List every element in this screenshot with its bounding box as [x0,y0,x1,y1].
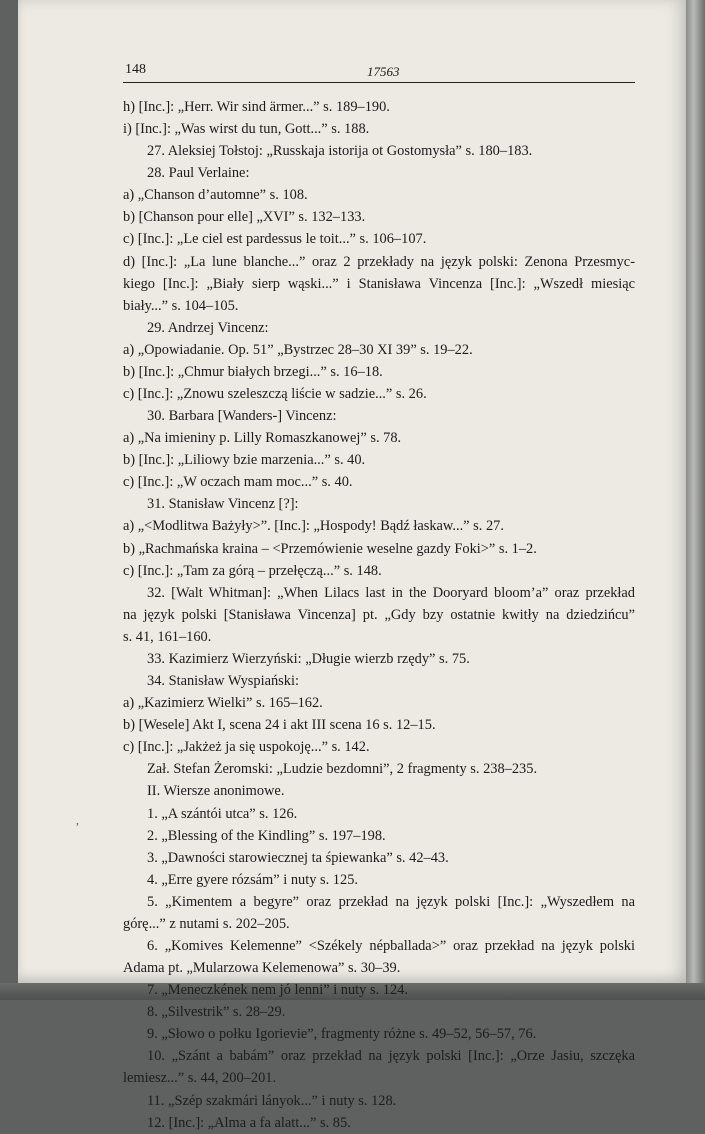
page-edge [686,0,705,1000]
text-line: 6. „Komives Kelemenne” <Székely népballada>” oraz przekład na język polski [147,937,635,954]
text-line: Zał. Stefan Żeromski: „Ludzie bezdomni”, 2 fragmenty s. 238–235. [147,761,538,778]
text-line: 27. Aleksiej Tołstoj: „Russkaja istorija ot Gostomysła” s. 180–183. [147,143,533,160]
text-line: b) [Chanson pour elle] „XVI” s. 132–133. [123,209,366,226]
page-header [123,60,635,83]
text-line: 29. Andrzej Vincenz: [147,319,269,336]
page-body [123,96,635,1134]
text-line: 11. „Szép szakmári lányok...” i nuty s. 128. [147,1092,397,1109]
text-line: b) [Inc.]: „Liliowy bzie marzenia...” s. 40. [123,452,366,469]
text-line: c) [Inc.]: „Le ciel est pardessus le toit...” s. 106–107. [123,231,427,248]
page-number: 148 [125,62,146,77]
catalog-number: 17563 [367,64,400,79]
text-line: 4. „Erre gyere rózsám” i nuty s. 125. [147,871,358,888]
text-line: górę...” z nutami s. 202–205. [123,915,290,932]
text-line: 8. „Silvestrik” s. 28–29. [147,1004,286,1021]
text-line: i) [Inc.]: „Was wirst du tun, Gott...” s. 188. [123,121,370,138]
text-line: kiego [Inc.]: „Biały sierp wąski...” i Stanisława Vincenza [Inc.]: „Wszedł miesiąc [123,275,635,292]
text-line: II. Wiersze anonimowe. [147,783,285,800]
text-line: a) „Opowiadanie. Op. 51” „Bystrzec 28–30 XI 39” s. 19–22. [123,341,473,358]
text-line: 10. „Szánt a babám” oraz przekład na język polski [Inc.]: „Orze Jasiu, szczęka [147,1048,635,1065]
text-line: b) [Wesele] Akt I, scena 24 i akt III scena 16 s. 12–15. [123,717,436,734]
text-line: c) [Inc.]: „Tam za górą – przełęczą...” s. 148. [123,562,382,579]
text-line: a) „Kazimierz Wielki” s. 165–162. [123,695,323,712]
text-line: c) [Inc.]: „Znowu szeleszczą liście w sadzie...” s. 26. [123,386,427,403]
text-line: 30. Barbara [Wanders-] Vincenz: [147,408,337,425]
text-line: 31. Stanisław Vincenz [?]: [147,496,299,513]
text-line: 12. [Inc.]: „Alma a fa alatt...” s. 85. [147,1114,351,1131]
text-line: 32. [Walt Whitman]: „When Lilacs last in the Dooryard bloom’a” oraz przekład [147,584,635,601]
text-line: s. 41, 161–160. [123,628,212,645]
text-line: 33. Kazimierz Wierzyński: „Długie wierzb rzędy” s. 75. [147,650,470,667]
text-line: 3. „Dawności starowiecznej ta śpiewanka” s. 42–43. [147,849,449,866]
text-line: na język polski [Stanisława Vincenza] pt. „Gdy bzy ostatnie kwitły na dziedzińcu” [123,606,635,623]
text-line: Adama pt. „Mularzowa Kelemenowa” s. 30–39. [123,960,401,977]
text-line: biały...” s. 104–105. [123,297,239,314]
text-line: lemiesz...” s. 44, 200–201. [123,1070,277,1087]
text-line: 2. „Blessing of the Kindling” s. 197–198. [147,827,386,844]
text-line: c) [Inc.]: „W oczach mam moc...” s. 40. [123,474,353,491]
margin-mark: , [76,813,79,827]
text-line: a) „Na imieniny p. Lilly Romaszkanowej” s. 78. [123,430,402,447]
text-line: b) „Rachmańska kraina – <Przemówienie weselne gazdy Foki>” s. 1–2. [123,540,537,557]
text-line: c) [Inc.]: „Jakżeż ja się uspokoję...” s. 142. [123,739,370,756]
text-line: a) „<Modlitwa Bażyły>”. [Inc.]: „Hospody! Bądź łaskaw...” s. 27. [123,518,504,535]
text-line: d) [Inc.]: „La lune blanche...” oraz 2 przekłady na język polski: Zenona Przesmyc- [123,253,635,270]
text-line: h) [Inc.]: „Herr. Wir sind ärmer...” s. 189–190. [123,99,390,115]
text-line: a) „Chanson d’automne” s. 108. [123,187,308,204]
text-line: 34. Stanisław Wyspiański: [147,673,299,690]
text-line: 7. „Meneczkének nem jó lenni” i nuty s. 124. [147,982,408,999]
text-line: 28. Paul Verlaine: [147,165,250,182]
text-line: 5. „Kimentem a begyre” oraz przekład na język polski [Inc.]: „Wyszedłem na [147,893,635,910]
text-line: 1. „A szántói utca” s. 126. [147,805,298,822]
text-line: b) [Inc.]: „Chmur białych brzegi...” s. 16–18. [123,363,383,380]
text-line: 9. „Słowo o połku Igorievie”, fragmenty różne s. 49–52, 56–57, 76. [147,1026,537,1043]
